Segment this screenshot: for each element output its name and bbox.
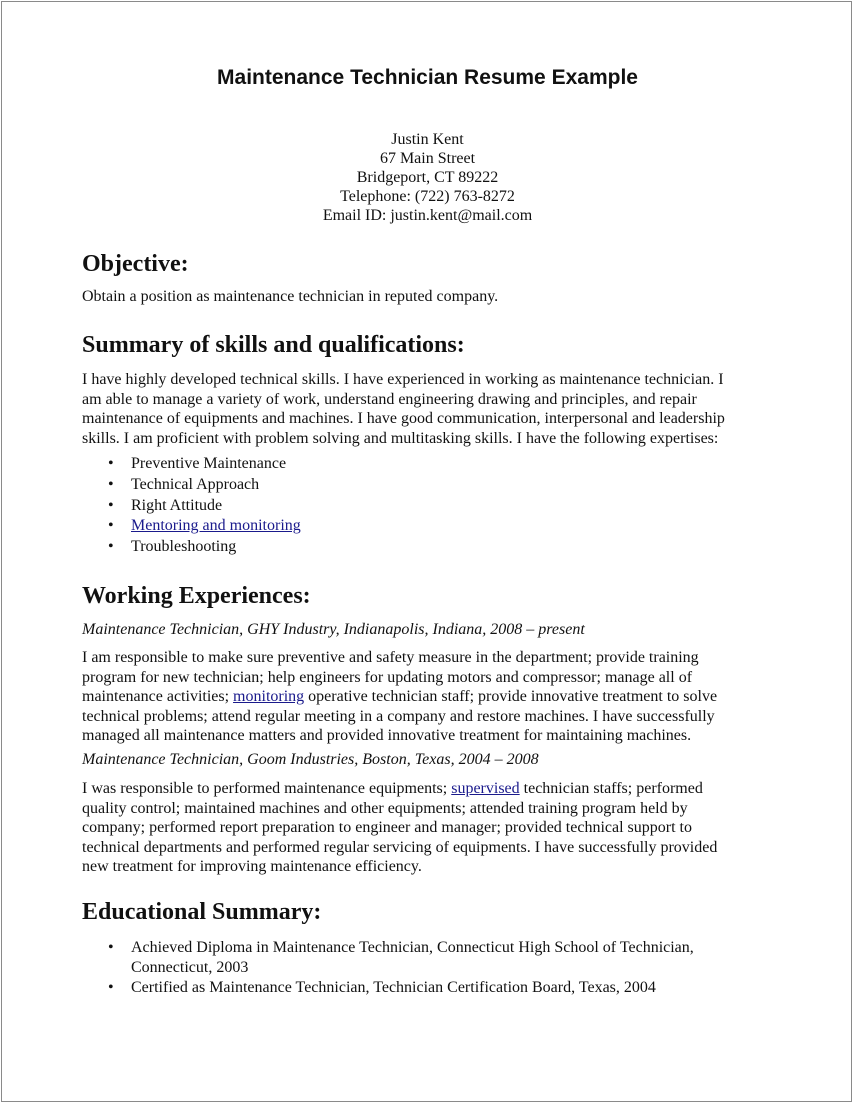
job2-line: quality control; maintained machines and other equipments; attended training program held by: [82, 799, 688, 817]
expertise-item: Preventive Maintenance: [131, 455, 287, 472]
bullet-icon: •: [108, 455, 114, 472]
education-item-line: Achieved Diploma in Maintenance Technician, Connecticut High School of Technician,: [131, 939, 694, 956]
list-item: [82, 454, 301, 475]
summary-line: maintenance of equipments and machines. I have good communication, interpersonal and leadership: [82, 410, 725, 427]
list-item: [82, 496, 301, 517]
list-item: [82, 475, 301, 496]
objective-heading: Objective:: [82, 251, 189, 277]
job1-line: [82, 687, 772, 707]
bullet-icon: •: [108, 939, 114, 956]
job1-line3-start: maintenance activities;: [82, 688, 234, 705]
bullet-icon: •: [108, 496, 114, 514]
expertise-item: Technical Approach: [131, 475, 260, 493]
summary-line: I have highly developed technical skills. I have experienced in working as maintenance technician. I: [82, 371, 724, 388]
job1-line3-end: operative technician staff; provide innovative treatment to solve: [304, 688, 718, 705]
contact-name: Justin Kent: [391, 131, 464, 148]
job1-line: I am responsible to make sure preventive and safety measure in the department; provide training: [82, 649, 699, 666]
list-item: [82, 537, 301, 558]
job2-line: technical departments and performed regular servicing of equipments. I have successfully provided: [82, 838, 718, 856]
expertise-list: [82, 454, 301, 558]
contact-block: [0, 130, 855, 225]
objective-text: Obtain a position as maintenance technician in reputed company.: [82, 288, 499, 305]
monitoring-link[interactable]: monitoring: [233, 688, 305, 705]
contact-street: 67 Main Street: [379, 150, 476, 167]
summary-line: skills. I am proficient with problem solving and multitasking skills. I have the following expertises:: [82, 429, 719, 447]
job2-line1-end: technician staffs; performed: [519, 780, 703, 797]
list-item: [82, 938, 694, 977]
education-item: Certified as Maintenance Technician, Technician Certification Board, Texas, 2004: [131, 979, 656, 996]
summary-paragraph: [82, 370, 772, 448]
education-heading: Educational Summary:: [82, 899, 322, 925]
job2-line: [82, 779, 772, 799]
page-title: Maintenance Technician Resume Example: [217, 66, 638, 89]
job1-line: technical problems; attend regular meeting in a company and restore machines. I have successfully: [82, 707, 715, 725]
job2-line: company; performed report preparation to engineer and manager; provided technical support to: [82, 819, 692, 836]
education-item-line: Connecticut, 2003: [131, 958, 249, 976]
mentoring-link[interactable]: Mentoring and monitoring: [131, 517, 301, 535]
experience-heading: Working Experiences:: [82, 583, 311, 609]
summary-line: am able to manage a variety of work, understand engineering drawing and principles, and repair: [82, 390, 697, 408]
job2-description: [82, 779, 772, 877]
job2-title: Maintenance Technician, Goom Industries, Boston, Texas, 2004 – 2008: [82, 751, 539, 768]
list-item: [82, 977, 694, 999]
bullet-icon: •: [108, 517, 114, 535]
job1-line: managed all maintenance matters and provided innovative treatment for maintaining machines.: [82, 727, 692, 744]
contact-email: Email ID: justin.kent@mail.com: [322, 207, 533, 224]
education-list: [82, 938, 694, 999]
bullet-icon: •: [108, 538, 114, 556]
list-item: [82, 516, 301, 537]
job2-line: new treatment for improving maintenance efficiency.: [82, 858, 422, 875]
job1-description: [82, 648, 772, 746]
supervised-link[interactable]: supervised: [451, 780, 520, 797]
job2-line1-start: I was responsible to performed maintenance equipments;: [82, 780, 452, 797]
job1-title: Maintenance Technician, GHY Industry, Indianapolis, Indiana, 2008 – present: [82, 621, 585, 638]
contact-telephone: Telephone: (722) 763-8272: [340, 188, 515, 205]
contact-city: Bridgeport, CT 89222: [356, 169, 499, 186]
expertise-item: Troubleshooting: [131, 538, 237, 556]
summary-heading: Summary of skills and qualifications:: [82, 332, 465, 358]
expertise-item: Right Attitude: [131, 496, 223, 514]
bullet-icon: •: [108, 475, 114, 493]
bullet-icon: •: [108, 979, 114, 996]
job1-line: program for new technician; help engineers for updating motors and compressor; manage all of: [82, 668, 693, 686]
